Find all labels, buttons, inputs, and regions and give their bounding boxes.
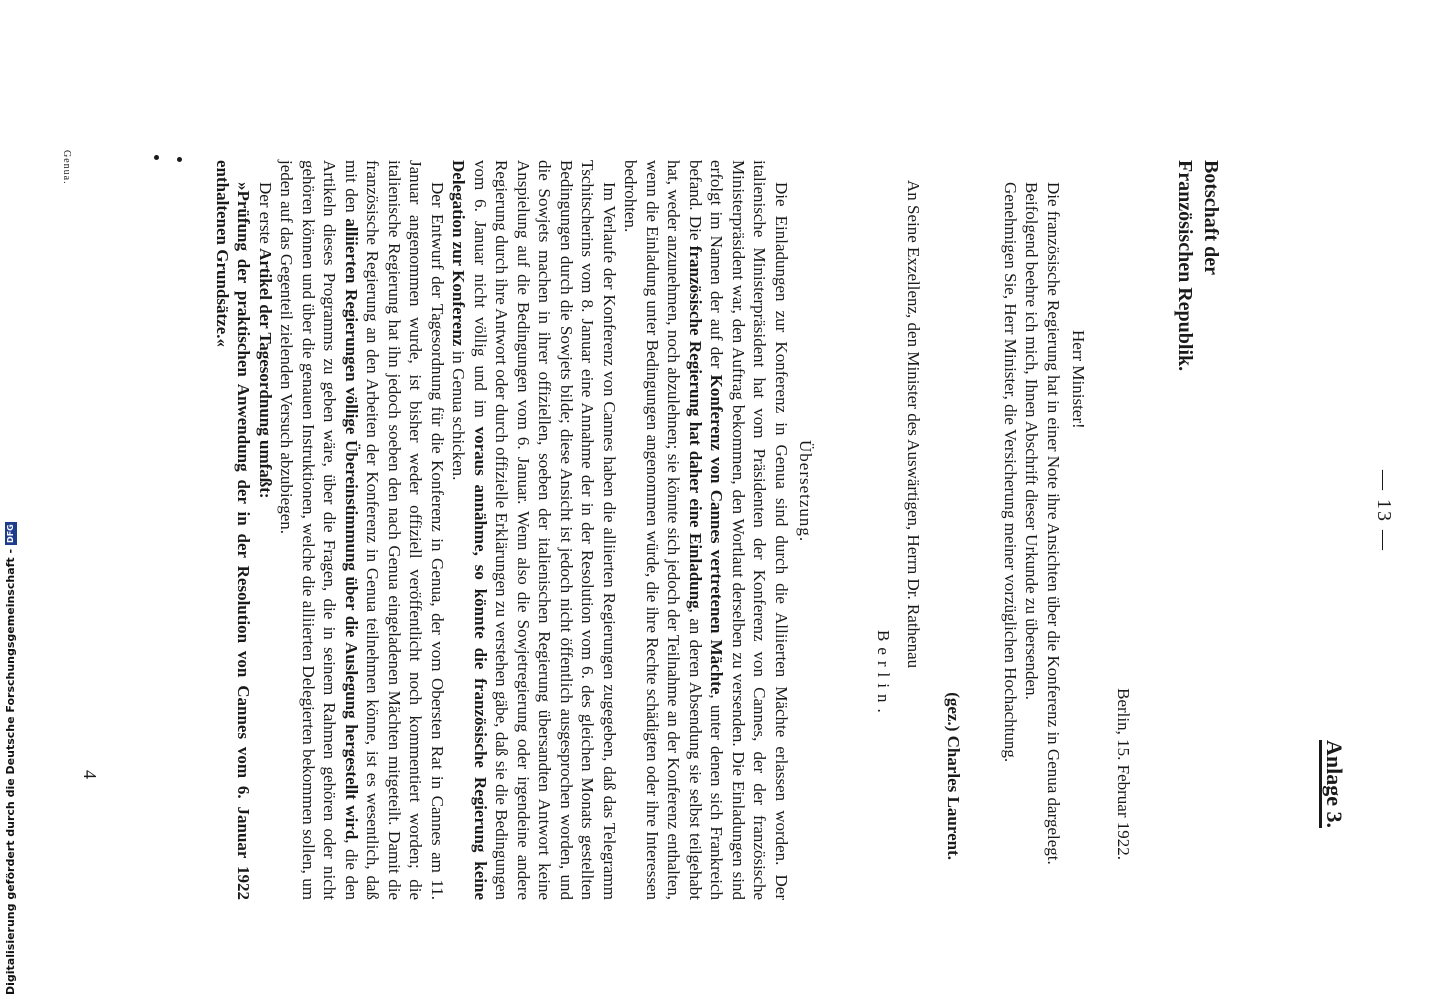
page-number: — 13 — xyxy=(1373,470,1395,552)
sheet-number: 4 xyxy=(80,770,100,779)
text-run: in Genua schicken. xyxy=(449,346,469,481)
translation-heading: Übersetzung. xyxy=(796,440,815,543)
annex-label: Anlage 3. xyxy=(1319,740,1346,828)
text-run: Der erste xyxy=(256,182,275,249)
text-run: Die Einladungen zur Konferenz in Genua sind durch die Alliierten Mächte erlassen worden. Der italienische Ministerpräsident hat vom Präsidenten der Konferenz von Cannes, der der französische Ministerpräsident war, den Auftrag bekommen, den Wortlaut derselben zu versenden. Die Einladungen sind erfolgt im Namen der auf der xyxy=(707,160,791,900)
dfg-logo-icon: DFG xyxy=(5,524,15,543)
scan-speck xyxy=(154,155,159,160)
text-run: Der Entwurf der Tagesordnung für die Konferenz in Genua, der vom Obersten Rat in Cannes am 11. Januar angenommen wurde, ist bisher weder offiziell veröffentlicht noch kommentiert worden; die italienische Regierung hat ihn jedoch soeben den nach Genua eingeladenen Mächten mitgeteilt. Damit die französische Regierung an den Arbeiten der Konferenz in Genua teilnehmen könne, ist es wesentlich, daß mit den xyxy=(342,160,447,900)
letter-paragraph: Beifolgend beehre ich mich, Ihnen Abschrift dieser Urkunde zu übersenden. xyxy=(1022,182,1042,700)
addressee: An Seine Exzellenz, den Minister des Auswärtigen, Herrn Dr. Rathenau xyxy=(904,180,923,669)
bold-run: französische Regierung hat daher eine Einladung xyxy=(686,245,705,609)
digitization-credit xyxy=(4,522,17,995)
text-run: , unter denen sich Frankreich befand. Die xyxy=(686,160,727,900)
text-run: , die den Artikeln dieses Programms zu geben wäre, über die Fragen, die in seinem Rahmen gehören oder nicht gehören können und über die genauen Instruktionen, welche die alliierten Delegierten bekommen sollen, um jeden auf das Gegenteil zielenden Versuch abzubiegen. xyxy=(277,160,361,900)
footer-signature-mark: Genua. xyxy=(61,150,72,185)
signature: (gez.) Charles Laurent. xyxy=(944,692,963,860)
translation-paragraph xyxy=(448,160,620,900)
embassy-line-2: Französischen Republik. xyxy=(1174,160,1196,372)
translation-paragraph xyxy=(276,160,448,900)
salutation: Herr Minister! xyxy=(1069,330,1088,429)
embassy-line-1: Botschaft der xyxy=(1200,160,1222,275)
letter-body xyxy=(1000,160,1065,880)
translation-quote: »Prüfung der praktischen Anwendung der in der Resolution von Cannes vom 6. Januar 1922 enthaltenen Grundsätze.« xyxy=(213,160,254,900)
letter-paragraph: Genehmigen Sie, Herr Minister, die Versicherung meiner vorzüglichen Hochachtung. xyxy=(1001,182,1020,763)
place-date: Berlin, 15. Februar 1922. xyxy=(1114,688,1133,860)
embassy-letterhead xyxy=(1172,160,1224,371)
scan-speck xyxy=(177,157,182,162)
bold-run: Konferenz von Cannes vertretenen Mächte xyxy=(707,374,727,695)
bold-run: Artikel der Tagesordnung umfaßt: xyxy=(256,248,275,499)
addressee-city: Berlin. xyxy=(874,630,893,719)
translation-paragraph xyxy=(255,160,277,900)
credit-text: Digitalisierung gefördert durch die Deutsche Forschungsgemeinschaft - xyxy=(4,548,17,995)
text-run: Im Verlaufe der Konferenz von Cannes haben die alliierten Regierungen zugegeben, daß das Telegramm Tschitscherins vom 8. Januar eine Annahme der in der Resolution vom 6. des gleichen Monats gestellten Bedingungen durch die Sowjets bilde; diese Ansicht ist jedoch nicht öffentlich ausgesprochen worden, und die Sowjets machen in ihrer offiziellen, soeben der italienischen Regierung übersandten Antwort keine Anspielung auf die Bedingungen vom 6. Januar. Wenn also die Sowjetregierung oder irgendeine andere Regierung durch ihre Antwort oder durch offizielle Erklärungen zu verstehen gäbe, daß sie die Bedingungen vom 6. Januar nicht völlig und im xyxy=(471,160,619,900)
letter-paragraph: Die französische Regierung hat in einer Note ihre Ansichten über die Konferenz in Genua dargelegt. xyxy=(1044,182,1063,865)
translation-body xyxy=(212,160,793,900)
bold-run: voraus annähme, so könnte die französische Regierung keine Delegation zur Konferenz xyxy=(449,160,490,900)
translation-paragraph xyxy=(620,160,792,900)
bold-run: alliierten Regierungen völlige Übereinstimmung über die Auslegung hergestellt wird xyxy=(342,218,361,840)
text-run: , an deren Absendung sie selbst teilgehabt hat, weder anzunehmen, noch abzulehnen; sie könnte sich jedoch der Teilnahme an der Konferenz enthalten, wenn die Einladung unter Bedingungen angenommen würde, die ihre Rechte schädigten oder ihre Interessen bedrohten. xyxy=(621,160,705,900)
